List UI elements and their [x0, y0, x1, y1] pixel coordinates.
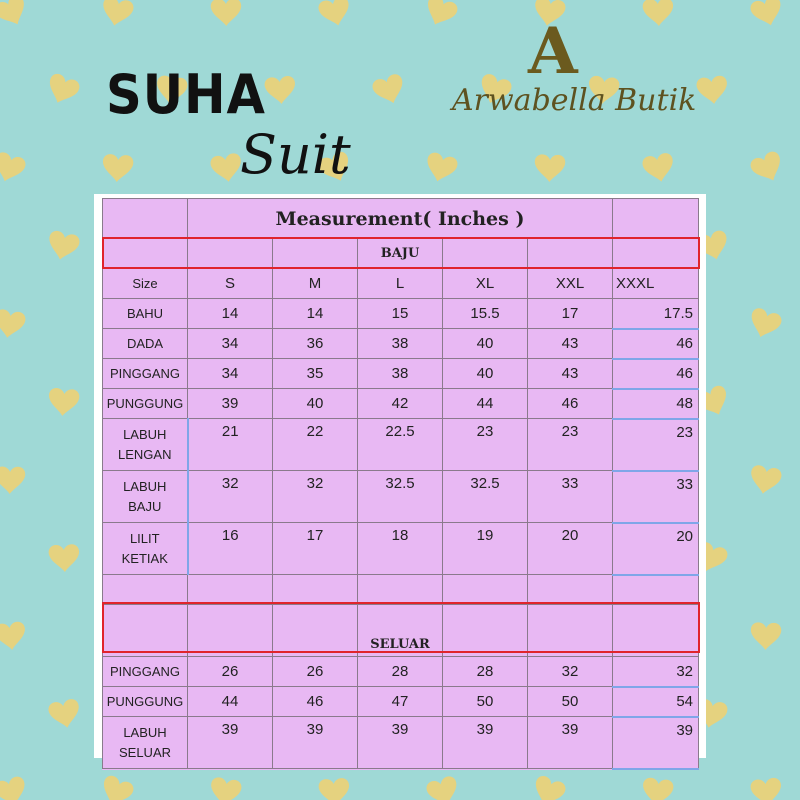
baju-row-label [103, 299, 188, 329]
heart-icon [746, 306, 783, 341]
heart-icon [102, 154, 134, 183]
row-label-line: LENGAN [118, 446, 172, 462]
heart-icon [425, 775, 462, 800]
seluar-measurement-value: 39 [613, 717, 699, 769]
seluar-measurement-value: 39 [273, 717, 358, 769]
heart-icon [0, 621, 27, 652]
empty-cell [358, 575, 443, 605]
baju-section-label: BAJU [358, 239, 443, 269]
size-s-header: S [188, 269, 273, 299]
empty-cell [528, 239, 613, 269]
baju-measurement-value: 23 [613, 419, 699, 471]
empty-cell [103, 605, 188, 657]
seluar-measurement-value: 50 [443, 687, 528, 717]
heart-icon [211, 0, 242, 26]
heart-icon [750, 777, 783, 800]
baju-measurement-value: 23 [528, 419, 613, 471]
row-label-line: PUNGGUNG [106, 395, 184, 411]
baju-measurement-value: 40 [273, 389, 358, 419]
measurement-heading: Measurement( Inches ) [188, 199, 613, 239]
empty-cell [273, 239, 358, 269]
empty-cell [273, 575, 358, 605]
seluar-measurement-value: 54 [613, 687, 699, 717]
baju-measurement-value: 42 [358, 389, 443, 419]
baju-measurement-value: 38 [358, 359, 443, 389]
baju-measurement-value: 23 [443, 419, 528, 471]
empty-cell [613, 199, 699, 239]
row-label-line: LABUH [123, 426, 167, 442]
seluar-row-label [103, 687, 188, 717]
baju-measurement-value: 22 [273, 419, 358, 471]
heart-icon [318, 778, 350, 800]
size-m-header: M [273, 269, 358, 299]
seluar-measurement-value: 46 [273, 687, 358, 717]
seluar-measurement-value: 32 [613, 657, 699, 687]
baju-row-label [103, 471, 188, 523]
seluar-measurement-value: 28 [443, 657, 528, 687]
seluar-measurement-value: 39 [188, 717, 273, 769]
size-l-header: L [358, 269, 443, 299]
size-xxl-header: XXL [528, 269, 613, 299]
heart-icon [264, 75, 297, 105]
baju-measurement-value: 36 [273, 329, 358, 359]
empty-cell [103, 575, 188, 605]
baju-measurement-value: 34 [188, 359, 273, 389]
heart-icon [641, 152, 676, 185]
empty-cell [613, 239, 699, 269]
baju-row-label [103, 329, 188, 359]
row-label-line: BAJU [128, 498, 162, 514]
seluar-row-label [103, 657, 188, 687]
empty-cell [443, 605, 528, 657]
baju-measurement-value: 39 [188, 389, 273, 419]
baju-measurement-value: 40 [443, 329, 528, 359]
heart-icon [748, 149, 787, 186]
baju-measurement-value: 32.5 [443, 471, 528, 523]
baju-measurement-value: 46 [528, 389, 613, 419]
baju-measurement-value: 35 [273, 359, 358, 389]
seluar-measurement-value: 32 [528, 657, 613, 687]
seluar-measurement-value: 39 [528, 717, 613, 769]
empty-cell [443, 239, 528, 269]
baju-measurement-value: 17 [273, 523, 358, 575]
baju-measurement-value: 20 [613, 523, 699, 575]
baju-measurement-value: 14 [188, 299, 273, 329]
seluar-measurement-value: 47 [358, 687, 443, 717]
empty-cell [528, 605, 613, 657]
heart-icon [0, 0, 31, 31]
size-header: Size [103, 269, 188, 299]
heart-icon [423, 151, 459, 185]
empty-cell [188, 605, 273, 657]
empty-cell [103, 239, 188, 269]
baju-measurement-value: 38 [358, 329, 443, 359]
empty-cell [443, 575, 528, 605]
boutique-logo-mark: A [528, 14, 578, 89]
baju-measurement-value: 16 [188, 523, 273, 575]
heart-icon [97, 774, 135, 800]
baju-measurement-value: 40 [443, 359, 528, 389]
heart-icon [0, 466, 25, 494]
seluar-measurement-value: 39 [443, 717, 528, 769]
heart-icon [0, 151, 27, 186]
seluar-measurement-value: 28 [358, 657, 443, 687]
heart-icon [0, 308, 26, 340]
heart-icon [99, 0, 134, 29]
row-label-line: PINGGANG [109, 365, 181, 381]
baju-measurement-value: 33 [613, 471, 699, 523]
seluar-measurement-value: 50 [528, 687, 613, 717]
baju-measurement-value: 32 [188, 471, 273, 523]
heart-icon [43, 72, 81, 108]
baju-measurement-value: 19 [443, 523, 528, 575]
row-label-line: KETIAK [121, 550, 168, 566]
row-label-line: DADA [126, 335, 164, 351]
empty-cell [188, 239, 273, 269]
row-label-line: BAHU [126, 305, 164, 321]
baju-measurement-value: 46 [613, 359, 699, 389]
baju-measurement-value: 15.5 [443, 299, 528, 329]
seluar-measurement-value: 39 [358, 717, 443, 769]
heart-icon [208, 776, 242, 800]
row-label-line: PINGGANG [109, 663, 181, 679]
row-label-line: LILIT [129, 530, 160, 546]
baju-row-label [103, 389, 188, 419]
heart-icon [210, 152, 244, 184]
heart-icon [642, 0, 674, 27]
heart-icon [749, 0, 786, 29]
heart-icon [48, 544, 80, 573]
heart-icon [530, 774, 568, 800]
brand-subtitle: Suit [240, 123, 351, 186]
baju-row-label [103, 359, 188, 389]
empty-cell [188, 575, 273, 605]
brand-title: SUHA [106, 63, 266, 126]
seluar-measurement-value: 44 [188, 687, 273, 717]
seluar-measurement-value: 26 [188, 657, 273, 687]
baju-measurement-value: 32.5 [358, 471, 443, 523]
heart-icon [45, 229, 81, 263]
baju-measurement-value: 18 [358, 523, 443, 575]
heart-icon [317, 0, 353, 29]
empty-cell [613, 605, 699, 657]
heart-icon [0, 775, 29, 800]
baju-measurement-value: 15 [358, 299, 443, 329]
row-label-line: SELUAR [118, 744, 172, 760]
baju-measurement-value: 46 [613, 329, 699, 359]
size-xxxl-header: XXXL [613, 269, 699, 299]
heart-icon [534, 154, 565, 182]
heart-icon [47, 387, 80, 417]
row-label-line: LABUH [123, 478, 167, 494]
baju-measurement-value: 48 [613, 389, 699, 419]
heart-icon [748, 464, 783, 496]
baju-measurement-value: 17.5 [613, 299, 699, 329]
heart-icon [47, 698, 82, 731]
baju-measurement-value: 22.5 [358, 419, 443, 471]
size-chart-table [102, 198, 699, 770]
seluar-measurement-value: 26 [273, 657, 358, 687]
baju-measurement-value: 43 [528, 329, 613, 359]
heart-icon [750, 622, 781, 650]
heart-icon [696, 75, 730, 106]
row-label-line: PUNGGUNG [106, 693, 184, 709]
empty-cell [613, 575, 699, 605]
baju-row-label [103, 419, 188, 471]
empty-cell [103, 199, 188, 239]
empty-cell [273, 605, 358, 657]
baju-measurement-value: 43 [528, 359, 613, 389]
baju-measurement-value: 33 [528, 471, 613, 523]
size-xl-header: XL [443, 269, 528, 299]
baju-measurement-value: 44 [443, 389, 528, 419]
baju-measurement-value: 17 [528, 299, 613, 329]
seluar-row-label [103, 717, 188, 769]
baju-measurement-value: 20 [528, 523, 613, 575]
row-label-line: LABUH [123, 724, 167, 740]
baju-measurement-value: 14 [273, 299, 358, 329]
empty-cell [528, 575, 613, 605]
baju-measurement-value: 21 [188, 419, 273, 471]
baju-measurement-value: 32 [273, 471, 358, 523]
heart-icon [371, 72, 408, 107]
seluar-section-label: SELUAR [358, 605, 443, 657]
boutique-logo-text: Arwabella Butik [452, 83, 697, 118]
heart-icon [641, 777, 675, 800]
baju-row-label [103, 523, 188, 575]
baju-measurement-value: 34 [188, 329, 273, 359]
heart-icon [421, 0, 460, 31]
